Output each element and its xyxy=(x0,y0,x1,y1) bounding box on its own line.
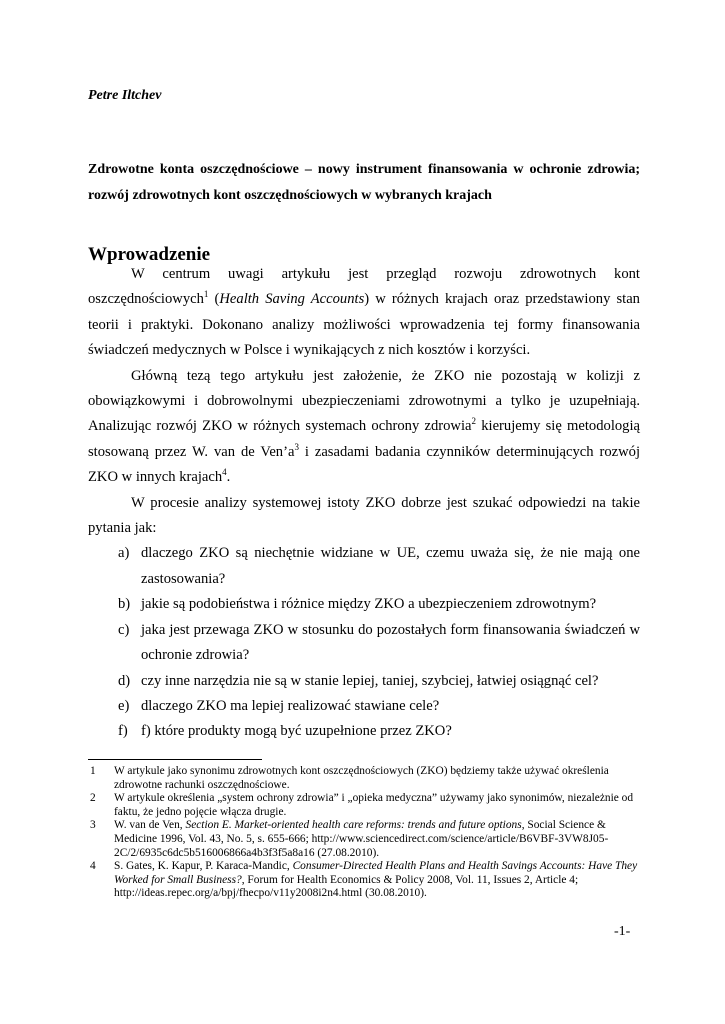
list-item xyxy=(88,592,640,617)
footnote-1 xyxy=(88,765,640,792)
footnote-text-post: , Forum for Health Economics & Policy 2008, Vol. 11, Issues 2, Article 4; http://ideas.repec.org/a/bpj/fhecpo/v11y2008i2n4.html (30.08.2010). xyxy=(114,873,579,900)
footnote-text-pre: S. Gates, K. Kapur, P. Karaca-Mandic, xyxy=(114,860,293,873)
list-item xyxy=(88,541,640,592)
list-item xyxy=(88,719,640,744)
list-item-text: czy inne narzędzia nie są w stanie lepiej, taniej, szybciej, łatwiej osiągnąć cel? xyxy=(141,672,599,689)
footnote-ref-3[interactable]: 3 xyxy=(294,441,299,452)
paragraph-2-text-c: i zasadami badania czynników determinujących rozwój ZKO w innych krajach xyxy=(88,443,641,486)
paragraph-2 xyxy=(88,364,640,491)
footnote-3 xyxy=(88,819,640,860)
paragraph-2-text-b: kierujemy się metodologią stosowaną przez W. van de Ven’a xyxy=(88,418,641,460)
footnote-ref-4[interactable]: 4 xyxy=(222,467,227,478)
paragraph-3: W procesie analizy systemowej istoty ZKO dobrze jest szukać odpowiedzi na takie pytania jak: xyxy=(88,494,640,537)
paragraph-2-text-a: Główną tezą tego artykułu jest założenie, że ZKO nie pozostają w kolizji z obowiązkowymi i dobrowolnymi ubezpieczeniami zdrowotnymi a tylko je uzupełniają. Analizując rozwój ZKO w różnych systemach ochrony zdrowia xyxy=(88,367,640,435)
list-item xyxy=(88,694,640,719)
footnote-number: 4 xyxy=(90,860,96,873)
english-term: Health Saving Accounts xyxy=(219,291,365,308)
list-marker: d) xyxy=(118,672,131,689)
footnote-text-pre: W. van de Ven, xyxy=(114,819,186,832)
list-item-text: dlaczego ZKO są niechętnie widziane w UE, czemu uważa się, że nie mają one zastosowania? xyxy=(141,545,640,587)
footnote-number: 2 xyxy=(90,792,96,805)
list-item-text: f) które produkty mogą być uzupełnione przez ZKO? xyxy=(141,723,452,740)
body-text xyxy=(88,262,640,745)
list-item-text: jaka jest przewaga ZKO w stosunku do pozostałych form finansowania świadczeń w ochronie zdrowia? xyxy=(141,621,640,664)
footnote-text-post: , Social Science & Medicine 1996, Vol. 43, No. 5, s. 655-666; http://www.sciencedirect.com/science/article/B6VBF-3VW8J05-2C/2/6935c6dc5b516006866a4b3f3f5a8a16 (27.08.2010). xyxy=(114,819,609,859)
footnote-cited-title: Section E. Market-oriented health care reforms: trends and future options xyxy=(185,819,522,832)
footnote-ref-1[interactable]: 1 xyxy=(203,289,209,300)
list-marker: b) xyxy=(118,596,131,613)
list-marker: f) xyxy=(118,723,128,740)
paragraph-1 xyxy=(88,262,640,364)
section-heading: Wprowadzenie xyxy=(88,244,211,265)
footnote-ref-2[interactable]: 2 xyxy=(471,416,476,427)
paragraph-1-text-c: ) w różnych krajach oraz przedstawiony stan teorii i praktyki. Dokonano analizy możliwości wprowadzenia tej formy finansowania świadczeń medycznych w Polsce i wynikających z nich kosztów i korzyści. xyxy=(88,291,640,359)
list-marker: e) xyxy=(118,697,130,714)
paragraph-2-text-d: . xyxy=(226,469,231,486)
footnotes xyxy=(88,765,640,901)
footnote-2 xyxy=(88,792,640,819)
paragraph-1-text-b: ( xyxy=(208,291,220,308)
question-list xyxy=(88,541,640,744)
list-item xyxy=(88,618,640,669)
list-marker: c) xyxy=(118,621,130,638)
list-item xyxy=(88,669,640,694)
footnote-number: 1 xyxy=(90,765,96,777)
list-item-text: jakie są podobieństwa i różnice między ZKO a ubezpieczeniem zdrowotnym? xyxy=(141,596,597,613)
article-title: Zdrowotne konta oszczędnościowe – nowy instrument finansowania w ochronie zdrowia; rozwój zdrowotnych kont oszczędnościowych w wybranych krajach xyxy=(88,162,640,203)
footnote-cited-title: Consumer-Directed Health Plans and Health Savings Accounts: Have They Worked for Small Business? xyxy=(114,860,638,886)
list-item-text: dlaczego ZKO ma lepiej realizować stawiane cele? xyxy=(141,697,440,714)
author-name: Petre Iltchev xyxy=(88,88,162,103)
footnote-text: W artykule jako synonimu zdrowotnych kont oszczędnościowych (ZKO) będziemy także używać określenia zdrowotne rachunki oszczędnościowe. xyxy=(114,765,609,791)
list-marker: a) xyxy=(118,545,130,562)
footnote-4 xyxy=(88,860,640,901)
page-number: -1- xyxy=(614,924,631,939)
paragraph-1-text-a: W centrum uwagi artykułu jest przegląd rozwoju zdrowotnych kont oszczędnościowych xyxy=(88,266,640,308)
footnote-text: W artykule określenia „system ochrony zdrowia” i „opieka medyczna” używamy jako synonimów, niezależnie od faktu, że jedno pojęcie włącza drugie. xyxy=(114,792,634,818)
footnote-separator xyxy=(88,759,262,760)
footnote-number: 3 xyxy=(90,819,96,832)
